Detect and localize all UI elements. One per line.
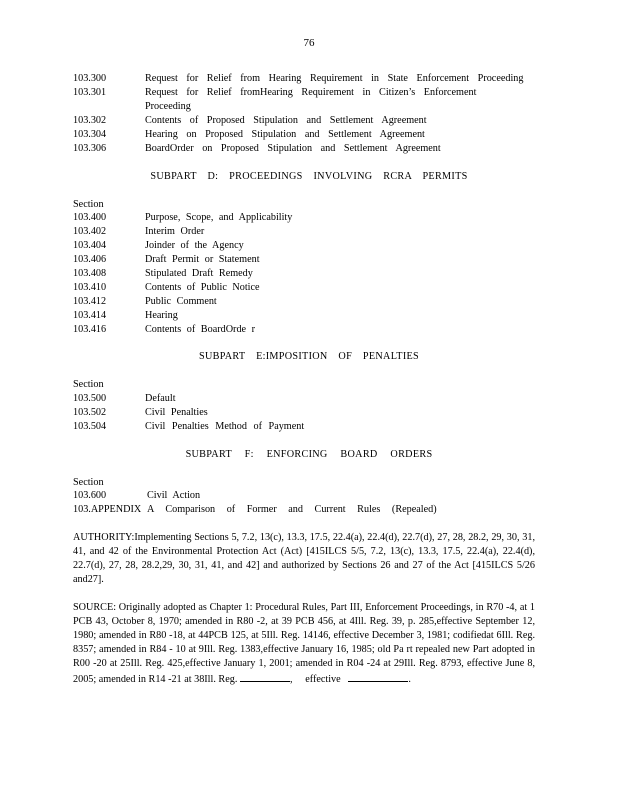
effective-label: effective [305,674,341,685]
section-title: BoardOrder on Proposed Stipulation and Settlement Agreement [145,143,441,154]
blank-line [348,671,408,682]
source-text: SOURCE: Originally adopted as Chapter 1: Procedural Rules, Part III, Enforcement Proceedings, in R70 -4, at 1 PCB 43, October 8, 1970; amended in R80 -2, at 39 PCB 456, at 4Ill. Reg. 39, p. 285,effective September 12, 1980; amended in R80 -18, at 44PCB 125, at 5Ill. Reg. 14146, effective December 3, 1981; codifiedat 6Ill. Reg. 8357; amended in R84 - 10 at 9Ill. Reg. 1383,effective January 16, 1985; old Pa rt repealed new Part adopted in R00 -20 at 25Ill. Reg. 425,effective January 1, 2001; amended in R04 -24 at 29Ill. Reg. 8793, effective June 8, 2005; amended in R14 -21 at 38Ill. Reg. [73,602,535,685]
toc-item [73,281,260,295]
section-title: Contents of Public Notice [145,282,260,293]
toc-item [73,420,304,434]
section-title: Public Comment [145,296,217,307]
section-number: 103.400 [73,212,107,223]
section-number: 103.416 [73,324,107,335]
section-title: Contents of BoardOrde r [145,324,256,335]
toc-item [73,253,260,267]
toc-item [73,114,427,128]
toc-item [73,323,255,337]
toc-item [73,72,523,86]
section-number: 103.406 [73,254,107,265]
toc-item [73,267,253,281]
section-number: 103.301 [73,87,107,98]
toc-item [73,100,191,114]
section-title: Interim Order [145,226,205,237]
section-number: 103.404 [73,240,107,251]
section-title: Civil Action [147,490,201,501]
toc-item [73,86,476,100]
section-label: Section [73,199,104,210]
section-title: Civil Penalties Method of Payment [145,421,305,432]
section-title: Request for Relief fromHearing Requirement in Citizen’s Enforcement [145,87,477,98]
section-number: 103.504 [73,421,107,432]
toc-item [73,392,176,406]
section-number: 103.APPENDIX [73,504,142,515]
section-number: 103.500 [73,393,107,404]
section-title: Joinder of the Agency [145,240,244,251]
section-title: Draft Permit or Statement [145,254,260,265]
section-number: 103.414 [73,310,107,321]
section-title: Request for Relief from Hearing Requirement in State Enforcement Proceeding [145,73,524,84]
source-comma: , [289,674,293,685]
section-title: Proceeding [145,101,191,112]
toc-item [73,295,217,309]
page-number: 76 [303,37,315,49]
toc-item [73,239,244,253]
blank-line [240,671,290,682]
section-number: 103.410 [73,282,107,293]
section-title: A Comparison of Former and Current Rules (Repealed) [147,504,437,515]
section-title: Civil Penalties [145,407,208,418]
toc-item [73,211,292,225]
section-number: 103.306 [73,143,107,154]
section-number: 103.600 [73,490,107,501]
subpart-f-heading: SUBPART F: ENFORCING BOARD ORDERS [185,449,433,460]
section-label: Section [73,379,104,390]
section-number: 103.300 [73,73,107,84]
section-title: Default [145,393,176,404]
section-title: Hearing on Proposed Stipulation and Settlement Agreement [145,129,425,140]
subpart-e-heading: SUBPART E:IMPOSITION OF PENALTIES [199,351,419,362]
section-number: 103.402 [73,226,107,237]
section-number: 103.302 [73,115,107,126]
section-label: Section [73,477,104,488]
toc-item [73,489,200,503]
toc-item [73,406,208,420]
section-title: Contents of Proposed Stipulation and Settlement Agreement [145,115,427,126]
section-number: 103.412 [73,296,107,307]
section-number: 103.304 [73,129,107,140]
toc-item [73,309,178,323]
toc-item [73,142,441,156]
toc-item [73,503,437,517]
authority-paragraph: AUTHORITY:Implementing Sections 5, 7.2, 13(c), 13.3, 17.5, 22.4(a), 22.4(d), 22.7(d), 27, 28, 28.2, 29, 30, 31, 41, and 42 of the Environmental Protection Act (Act) [415ILCS 5/5, 7.2, 13(c), 13.3, 17.5, 22.4(a), 22.4(d), 22.7(d), 27, 28, 28.2,29, 30, 31, 41, and 42] and authorized by Sections 26 and 27 of the Act [415ILCS 5/26 and27]. [73,532,535,585]
section-number: 103.502 [73,407,107,418]
toc-item [73,128,425,142]
section-title: Hearing [145,310,178,321]
subpart-d-heading: SUBPART D: PROCEEDINGS INVOLVING RCRA PERMITS [150,171,468,182]
toc-item [73,225,204,239]
section-title: Purpose, Scope, and Applicability [145,212,293,223]
section-title: Stipulated Draft Remedy [145,268,253,279]
source-paragraph [73,601,535,687]
source-end: . [408,674,411,685]
section-number: 103.408 [73,268,107,279]
